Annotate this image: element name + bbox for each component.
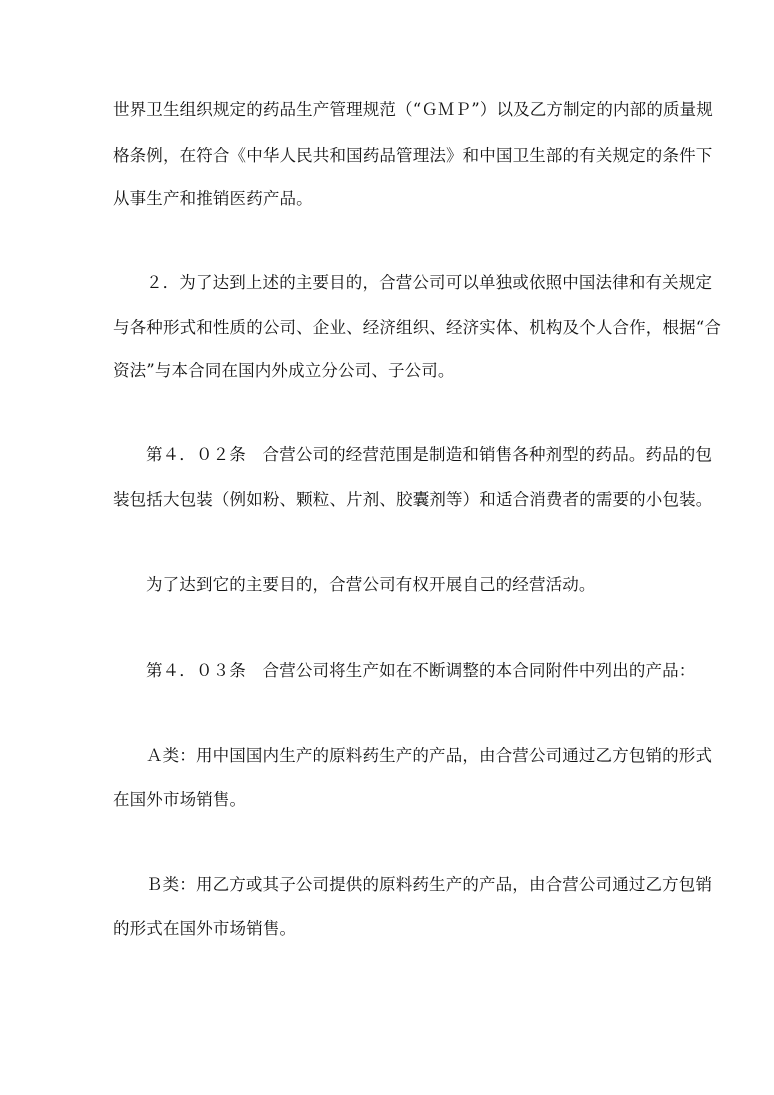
- paragraph-line: Ａ类：用中国国内生产的原料药生产的产品，由合营公司通过乙方包销的形式: [146, 746, 713, 765]
- paragraph-line: 从事生产和推销医药产品。: [113, 189, 313, 208]
- paragraph-line: ２．为了达到上述的主要目的，合营公司可以单独或依照中国法律和有关规定: [146, 273, 713, 292]
- paragraph-line: 在国外市场销售。: [113, 790, 247, 809]
- paragraph-line: 格条例，在符合《中华人民共和国药品管理法》和中国卫生部的有关规定的条件下: [113, 146, 713, 165]
- paragraph-line: 资法”与本合同在国内外成立分公司、子公司。: [113, 361, 455, 380]
- paragraph-line: 为了达到它的主要目的，合营公司有权开展自己的经营活动。: [146, 575, 596, 594]
- paragraph-line: 第４．０３条 合营公司将生产如在不断调整的本合同附件中列出的产品：: [146, 661, 696, 680]
- paragraph-line: 第４．０２条 合营公司的经营范围是制造和销售各种剂型的药品。药品的包: [146, 445, 713, 464]
- paragraph-line: Ｂ类：用乙方或其子公司提供的原料药生产的产品，由合营公司通过乙方包销: [146, 875, 713, 894]
- paragraph-line: 与各种形式和性质的公司、企业、经济组织、经济实体、机构及个人合作，根据“合: [113, 318, 721, 337]
- paragraph-line: 装包括大包装（例如粉、颗粒、片剂、胶囊剂等）和适合消费者的需要的小包装。: [113, 490, 713, 509]
- paragraph-line: 的形式在国外市场销售。: [113, 919, 297, 938]
- paragraph-line: 世界卫生组织规定的药品生产管理规范（“ＧＭＰ”）以及乙方制定的内部的质量规: [113, 100, 713, 119]
